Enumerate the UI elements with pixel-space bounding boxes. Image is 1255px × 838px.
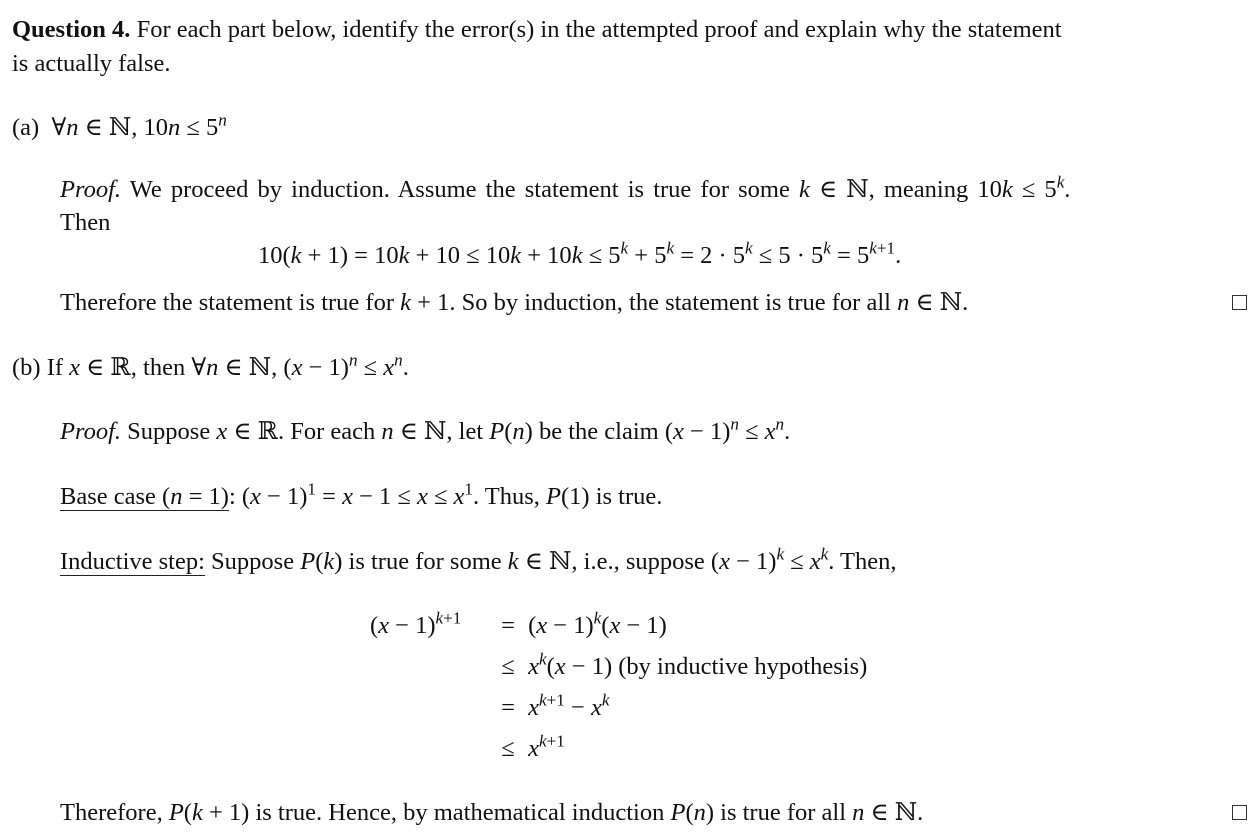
inductive-suppose: Suppose [211, 548, 295, 575]
part-b-label: (b) [12, 354, 41, 381]
inductive-then: Then, [840, 548, 897, 575]
part-b-suppose: Suppose [127, 418, 211, 445]
part-a-label: (a) [12, 114, 40, 141]
part-b-statement: (b) If x ∈ ℝ, then ∀n ∈ ℕ, $(x - 1)^n \le x^n$. [12, 350, 409, 381]
eq-line-1-rhs: = $(x - 1)^k(x - 1)$ [501, 608, 667, 639]
part-a-equation: $10(k + 1) = 10k + 10 \le 10k + 10k \le 5^k + 5^k = 2 \cdot 5^k \le 5 \cdot 5^k = 5^{k+1}$. [258, 238, 902, 269]
part-a-proof-line1: Proof. We proceed by induction. Assume the statement is true for some k ∈ ℕ, meaning $10k \le 5^k$. [60, 172, 1071, 203]
part-b-proof-label: Proof. [60, 418, 122, 445]
inductive-ie-suppose: i.e., suppose [583, 548, 705, 575]
part-b-let: let [458, 418, 484, 445]
base-case-is-true: is true. [595, 483, 663, 510]
part-b-conclusion: Therefore, P(k + 1) is true. Hence, by mathematical induction P(n) is true for all n ∈ ℕ. [60, 799, 924, 826]
part-a-then: Then [60, 209, 111, 236]
part-b-be-claim: be the claim [538, 418, 659, 445]
eq-line-3: = $x^{k+1} - x^k$ [501, 690, 610, 721]
part-b-proof-line: Proof. Suppose x ∈ ℝ. For each n ∈ ℕ, let P(n) be the claim $(x - 1)^n \le x^n$. [60, 414, 791, 445]
inductive-step-label: Inductive step: [60, 548, 205, 575]
question-heading [12, 14, 1062, 46]
conclusion-true-for-all: is true for all [720, 799, 847, 826]
conclusion-hence: is true. Hence, by mathematical induction [255, 799, 665, 826]
part-a-proof-text: We proceed by induction. Assume the statement is true for some [129, 176, 790, 203]
part-b-base-case: Base case (n = 1): $(x - 1)^1 = x - 1 \le x \le x^1$. Thus, P(1) is true. [60, 479, 663, 510]
part-a-statement: (a) ∀n ∈ ℕ, $10n \le 5^n$ [12, 110, 227, 141]
eq-line-2: ≤ $x^k(x - 1)$ (by inductive hypothesis) [501, 649, 868, 680]
part-a-proof-label: Proof. [60, 176, 122, 203]
base-case-thus: Thus, [484, 483, 540, 510]
conclusion-therefore: Therefore, [60, 799, 163, 826]
inductive-for-some: is true for some [348, 548, 502, 575]
part-b-for-each: For each [290, 418, 376, 445]
question-number: Question 4. [12, 16, 131, 43]
part-a-conclusion-text: So by induction, the statement is true for all [461, 289, 891, 316]
part-a-conclusion: Therefore the statement is true for k + 1. So by induction, the statement is true for all n ∈ ℕ. [60, 289, 969, 316]
question-intro-line2: is actually false. [12, 50, 171, 77]
part-b-inductive-step: Inductive step: Suppose P(k) is true for some k ∈ ℕ, i.e., suppose $(x - 1)^k \le x^k$. Then, [60, 544, 897, 575]
part-a-meaning: meaning [883, 176, 969, 203]
qed-box-b [1232, 805, 1247, 820]
eq-line-2-justification: (by inductive hypothesis) [618, 653, 868, 680]
base-case-label: Base case [60, 483, 156, 510]
part-b-if: If [46, 354, 64, 381]
eq-line-4: ≤ $x^{k+1}$ [501, 731, 565, 762]
question-intro-line1: For each part below, identify the error(s) in the attempted proof and explain why the statement [136, 16, 1062, 43]
base-case-heading: Base case (n = 1) [60, 483, 229, 510]
part-b-then: then [143, 354, 186, 381]
qed-box-a [1232, 295, 1247, 310]
eq-line-1-lhs: $(x - 1)^{k+1}$ [370, 608, 462, 639]
